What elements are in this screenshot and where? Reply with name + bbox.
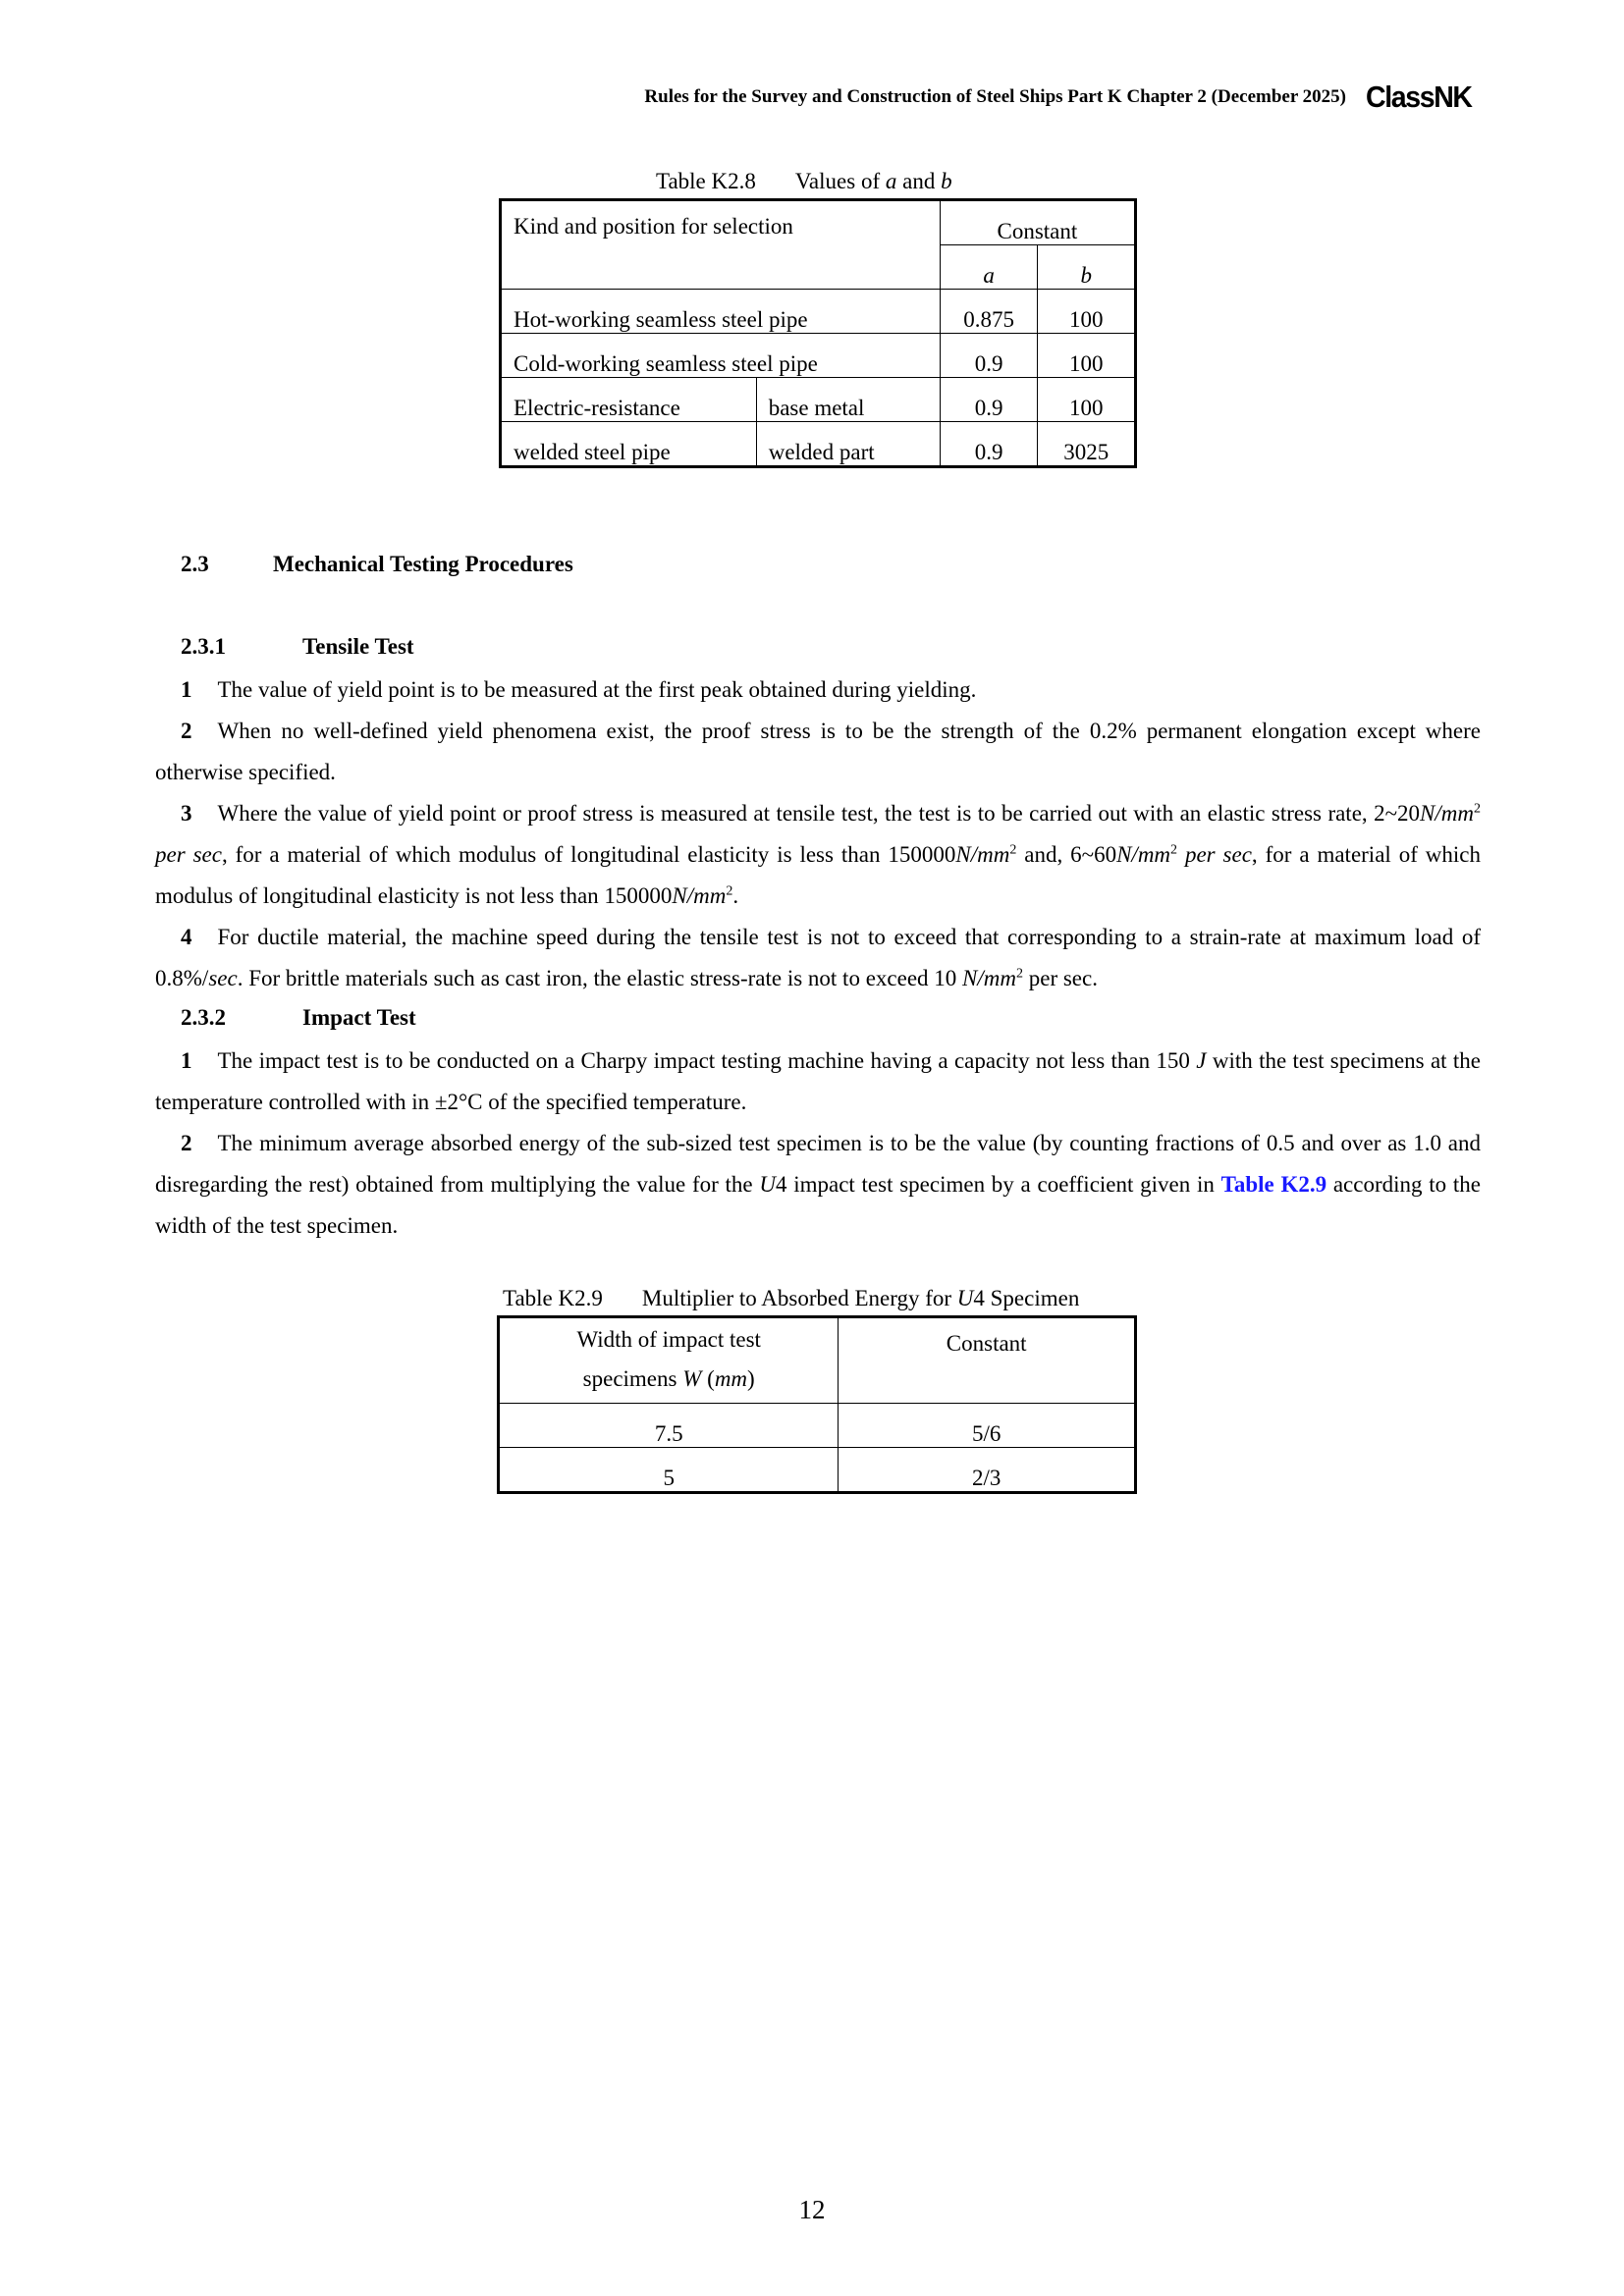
section-title: Mechanical Testing Procedures <box>273 552 573 576</box>
table-cell: 0.875 <box>940 290 1038 334</box>
table-k29-header-width: Width of impact test specimens W (mm) <box>499 1317 839 1404</box>
table-cell: 3025 <box>1038 422 1136 467</box>
table-k28-caption <box>656 169 952 194</box>
table-k28-header-b: b <box>1038 245 1136 290</box>
table-k28-number: Table K2.8 <box>656 169 756 193</box>
section-number: 2.3.2 <box>181 1005 226 1030</box>
classnk-logo: ClassNK <box>1366 80 1472 114</box>
table-k28-var-b: b <box>941 169 952 193</box>
paragraph-2-3-1-2 <box>155 711 1481 793</box>
table-k29-title-post: 4 Specimen <box>973 1286 1080 1310</box>
table-k29 <box>497 1315 1137 1494</box>
paragraph-number: 3 <box>181 801 192 826</box>
page-header <box>550 80 1481 114</box>
table-cell: 0.9 <box>940 378 1038 422</box>
table-cell: 5/6 <box>839 1404 1136 1448</box>
text: For ductile material, the machine speed during the tensile test is not to exceed that corresponding to a strain-rate at maximum load of 0.8%/ <box>155 925 1481 990</box>
paragraph-number: 1 <box>181 1048 192 1073</box>
superscript: 2 <box>1015 966 1023 982</box>
text: and, 6~60 <box>1016 842 1117 867</box>
table-cell: 100 <box>1038 334 1136 378</box>
paragraph-number: 4 <box>181 925 192 949</box>
table-cell: 0.9 <box>940 334 1038 378</box>
paragraph-2-3-1-4 <box>155 917 1481 999</box>
paragraph-2-3-2-1 <box>155 1041 1481 1123</box>
table-cell: base metal <box>756 378 940 422</box>
superscript: 2 <box>1474 801 1481 817</box>
text: The minimum average absorbed energy of the sub-sized test specimen is to be the value (by counting fractions of 0.5 and over as 1.0 and disregarding the rest) obtained from multiplying the value for the <box>155 1131 1481 1197</box>
table-row <box>499 1448 1136 1493</box>
section-title: Tensile Test <box>302 634 414 659</box>
section-2-3-heading <box>181 552 573 577</box>
superscript: 2 <box>726 883 733 899</box>
table-cell: welded steel pipe <box>501 422 757 467</box>
superscript: 2 <box>1170 842 1178 858</box>
table-cell: Hot-working seamless steel pipe <box>501 290 941 334</box>
unit: per sec <box>155 842 222 867</box>
table-cell: 5 <box>499 1448 839 1493</box>
table-row <box>501 290 1136 334</box>
header-unit: mm <box>714 1366 748 1391</box>
paragraph-2-3-1-3 <box>155 793 1481 917</box>
table-cell: Cold-working seamless steel pipe <box>501 334 941 378</box>
text: , for a material of which modulus of longitudinal elasticity is not less than 150000 <box>155 842 1482 908</box>
paragraph-text: When no well-defined yield phenomena exist, the proof stress is to be the strength of the 0.2% permanent elongation except where otherwise specified. <box>155 719 1481 784</box>
table-k29-header-constant: Constant <box>839 1317 1136 1404</box>
table-k28-var-a: a <box>885 169 897 193</box>
unit: N/mm <box>1420 801 1474 826</box>
text: according to the width of the test specimen. <box>155 1172 1481 1238</box>
paragraph-number: 1 <box>181 677 192 702</box>
table-k29-number: Table K2.9 <box>503 1286 603 1310</box>
table-k28 <box>499 198 1137 468</box>
section-number: 2.3.1 <box>181 634 226 659</box>
unit: sec <box>208 966 238 990</box>
table-k29-var: U <box>956 1286 974 1310</box>
header-var: W <box>682 1366 702 1391</box>
paragraph-2-3-2-2 <box>155 1123 1481 1247</box>
text: Where the value of yield point or proof stress is measured at tensile test, the test is to be carried out with an elastic stress rate, 2~20 <box>217 801 1421 826</box>
paragraph-text: The value of yield point is to be measured at the first peak obtained during yielding. <box>217 677 977 702</box>
paragraph-number: 2 <box>181 1131 192 1155</box>
table-k28-header-a: a <box>940 245 1038 290</box>
text: , for a material of which modulus of longitudinal elasticity is less than 150000 <box>221 842 956 867</box>
table-cell: 100 <box>1038 290 1136 334</box>
superscript: 2 <box>1009 842 1017 858</box>
unit: J <box>1196 1048 1207 1073</box>
section-number: 2.3 <box>181 552 209 576</box>
text: with the test specimens at the temperature controlled with in ±2°C of the specified temperature. <box>155 1048 1481 1114</box>
table-k29-link[interactable]: Table K2.9 <box>1220 1172 1327 1197</box>
table-k28-header-constant: Constant <box>940 200 1135 245</box>
table-row <box>501 422 1136 467</box>
header-title: Rules for the Survey and Construction of Steel Ships Part K Chapter 2 (December 2025) <box>644 86 1346 107</box>
specimen-letter: U <box>759 1172 776 1197</box>
unit: N/mm <box>955 842 1010 867</box>
section-2-3-1-heading <box>181 634 414 660</box>
page-number: 12 <box>798 2195 826 2224</box>
table-row <box>501 334 1136 378</box>
text: per sec. <box>1022 966 1098 990</box>
unit: N/mm <box>962 966 1016 990</box>
table-cell: 100 <box>1038 378 1136 422</box>
table-cell: 0.9 <box>940 422 1038 467</box>
text: The impact test is to be conducted on a Charpy impact testing machine having a capacity not less than 150 <box>217 1048 1197 1073</box>
text: 4 impact test specimen by a coefficient given in <box>775 1172 1221 1197</box>
table-k28-and: and <box>902 169 936 193</box>
paragraph-2-3-1-1 <box>155 669 1481 711</box>
text: . <box>732 883 739 908</box>
table-k28-header-kind: Kind and position for selection <box>501 200 941 290</box>
table-cell: Electric-resistance <box>501 378 757 422</box>
table-k28-title-pre: Values of <box>794 169 881 193</box>
section-2-3-2-heading <box>181 1005 416 1031</box>
table-k29-title-pre: Multiplier to Absorbed Energy for <box>641 1286 952 1310</box>
unit: N/mm <box>672 883 727 908</box>
paragraph-number: 2 <box>181 719 192 743</box>
section-title: Impact Test <box>302 1005 416 1030</box>
header-line: Width of impact test <box>576 1327 761 1352</box>
table-row <box>499 1404 1136 1448</box>
table-cell: welded part <box>756 422 940 467</box>
header-line: specimens <box>582 1366 677 1391</box>
table-cell: 2/3 <box>839 1448 1136 1493</box>
text: . For brittle materials such as cast iron, the elastic stress-rate is not to exceed 10 <box>237 966 963 990</box>
unit: per sec <box>1177 842 1252 867</box>
table-k29-caption <box>503 1286 1079 1311</box>
table-row <box>501 378 1136 422</box>
unit: N/mm <box>1116 842 1171 867</box>
table-cell: 7.5 <box>499 1404 839 1448</box>
